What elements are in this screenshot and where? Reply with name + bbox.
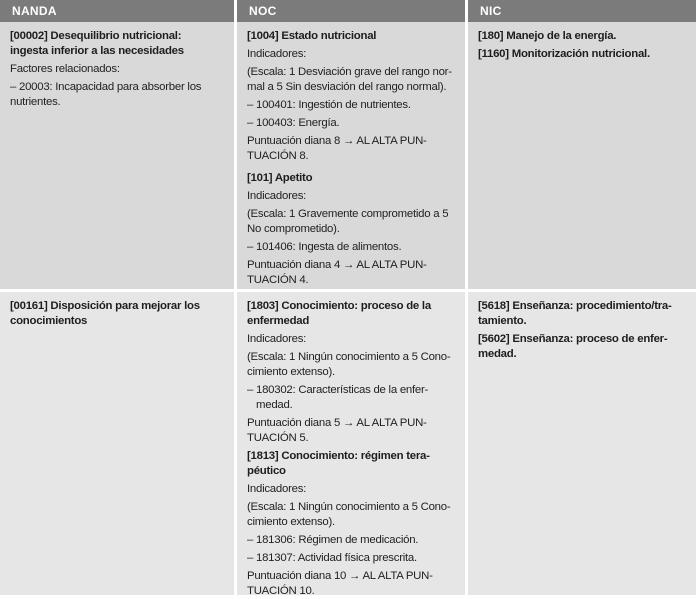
text-line: (Escala: 1 Gravemente comprometido a 5: [247, 208, 449, 220]
cell-nanda: [0, 22, 234, 289]
text-line: [1004] Estado nutricional: [247, 30, 377, 42]
text-line: TUACIÓN 4.: [247, 274, 309, 286]
entry-text: [10, 62, 226, 77]
text-line: Puntuación diana 10 → AL ALTA PUN-: [247, 570, 433, 582]
entry-heading: [247, 171, 457, 186]
text-line: TUACIÓN 5.: [247, 432, 309, 444]
text-line: (Escala: 1 Ningún conocimiento a 5 Cono-: [247, 501, 451, 513]
text-line: enfermedad: [247, 315, 310, 327]
entry-text: [247, 258, 457, 288]
entry-text: [247, 98, 457, 113]
text-line: TUACIÓN 10.: [247, 585, 315, 597]
entry-heading: [247, 449, 457, 479]
text-line: péutico: [247, 465, 286, 477]
text-line: mal a 5 Sin desviación del rango normal).: [247, 81, 447, 93]
entry-heading: [10, 299, 226, 329]
text-line: Puntuación diana 5 → AL ALTA PUN-: [247, 417, 427, 429]
text-line: Puntuación diana 8 → AL ALTA PUN-: [247, 135, 427, 147]
header-noc: NOC: [237, 0, 465, 22]
text-line: [00002] Desequilibrio nutricional:: [10, 30, 182, 42]
entry-text: [247, 416, 457, 446]
text-line: [00161] Disposición para mejorar los: [10, 300, 200, 312]
text-line: – 181306: Régimen de medicación.: [247, 534, 419, 546]
entry-text: [247, 482, 457, 497]
entry-heading: [247, 29, 457, 44]
text-line: [180] Manejo de la energía.: [478, 30, 617, 42]
text-line: Puntuación diana 4 → AL ALTA PUN-: [247, 259, 427, 271]
text-line: Indicadores:: [247, 48, 307, 60]
text-line: – 180302: Características de la enfer-: [247, 384, 429, 396]
entry-text: [247, 134, 457, 164]
text-line: Indicadores:: [247, 333, 307, 345]
text-line: – 20003: Incapacidad para absorber los: [10, 81, 202, 93]
entry-text: [10, 80, 226, 110]
text-line: [1160] Monitorización nutricional.: [478, 48, 650, 60]
entry-heading: [478, 47, 688, 62]
entry-text: [247, 383, 457, 413]
text-line: (Escala: 1 Desviación grave del rango nor-: [247, 66, 452, 78]
text-line: Indicadores:: [247, 483, 307, 495]
text-line: No comprometido).: [247, 223, 340, 235]
header-nic: NIC: [468, 0, 696, 22]
cell-nanda: [0, 292, 234, 595]
text-line: [1813] Conocimiento: régimen tera-: [247, 450, 430, 462]
text-line: tamiento.: [478, 315, 527, 327]
text-line: medad.: [256, 399, 293, 411]
text-line: – 101406: Ingesta de alimentos.: [247, 241, 402, 253]
text-line: Factores relacionados:: [10, 63, 120, 75]
cell-noc: [237, 292, 465, 595]
text-line: Indicadores:: [247, 190, 307, 202]
text-line: [5618] Enseñanza: procedimiento/tra-: [478, 300, 672, 312]
text-line: [1803] Conocimiento: proceso de la: [247, 300, 431, 312]
text-line: [5602] Enseñanza: proceso de enfer-: [478, 333, 668, 345]
entry-text: [247, 116, 457, 131]
entry-text: [247, 207, 457, 237]
entry-text: [247, 350, 457, 380]
cell-noc: [237, 22, 465, 289]
entry-heading: [10, 29, 226, 59]
entry-heading: [478, 332, 688, 362]
text-line: [101] Apetito: [247, 172, 313, 184]
text-line: ingesta inferior a las necesidades: [10, 45, 184, 57]
text-line: nutrientes.: [10, 96, 61, 108]
text-line: TUACIÓN 8.: [247, 150, 309, 162]
entry-text: [247, 533, 457, 548]
text-line: cimiento extenso).: [247, 516, 335, 528]
entry-text: [247, 500, 457, 530]
text-line: cimiento extenso).: [247, 366, 335, 378]
text-line: – 100401: Ingestión de nutrientes.: [247, 99, 411, 111]
entry-heading: [478, 29, 688, 44]
entry-text: [247, 240, 457, 255]
header-nanda: NANDA: [0, 0, 234, 22]
text-line: – 181307: Actividad física prescrita.: [247, 552, 417, 564]
entry-text: [247, 189, 457, 204]
text-line: conocimientos: [10, 315, 88, 327]
entry-text: [247, 47, 457, 62]
text-line: (Escala: 1 Ningún conocimiento a 5 Cono-: [247, 351, 451, 363]
text-line: – 100403: Energía.: [247, 117, 340, 129]
entry-heading: [247, 299, 457, 329]
text-line: medad.: [478, 348, 517, 360]
entry-heading: [478, 299, 688, 329]
cell-nic: [468, 292, 696, 595]
cell-nic: [468, 22, 696, 289]
entry-text: [247, 65, 457, 95]
entry-text: [247, 551, 457, 566]
entry-text: [247, 332, 457, 347]
